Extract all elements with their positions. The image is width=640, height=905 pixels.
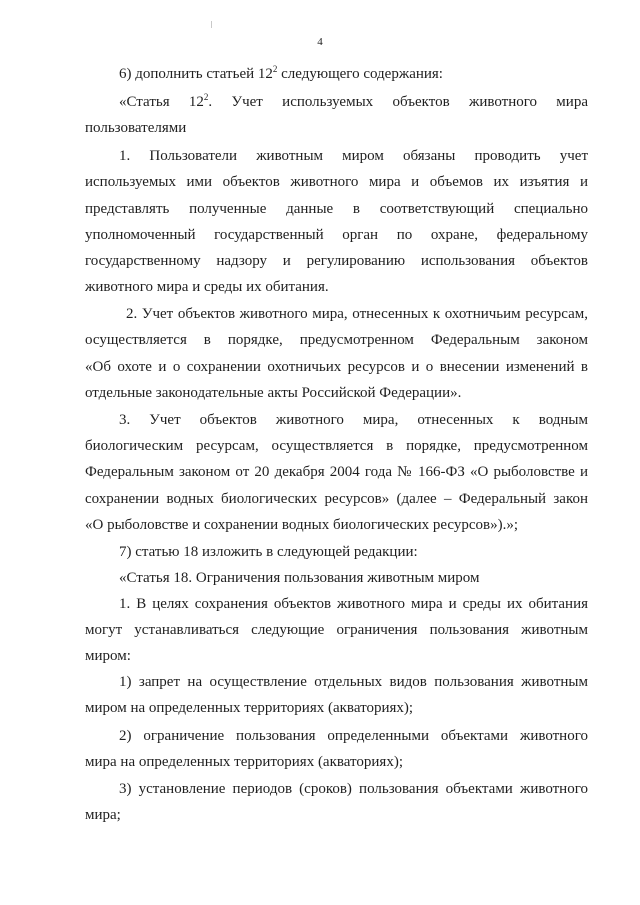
- article-18-sub3-line: 3) установление периодов (сроков) пользования объектами животного: [119, 781, 588, 797]
- item-6-text-end: следующего содержания:: [277, 66, 443, 82]
- article-12-2-p3-line: сохранении водных биологических ресурсов» (далее – Федеральный закон: [85, 491, 588, 507]
- article-12-2-heading-line: [119, 93, 588, 111]
- article-18-p1-line: 1. В целях сохранения объектов животного мира и среды их обитания: [119, 596, 588, 612]
- article-12-2-heading-prefix: «Статья 12: [119, 94, 204, 110]
- item-6-superscript: 2: [272, 64, 278, 74]
- article-12-2-p2-line: осуществляется в порядке, предусмотренном Федеральным законом: [85, 332, 588, 348]
- article-18-sub2-line: мира на определенных территориях (акваториях);: [85, 754, 403, 770]
- article-12-2-heading-line-2: пользователями: [85, 120, 187, 136]
- article-18-heading: «Статья 18. Ограничения пользования животным миром: [119, 570, 480, 586]
- article-12-2-p3-line: Федеральным законом от 20 декабря 2004 года № 166-ФЗ «О рыболовстве и: [85, 464, 588, 480]
- article-12-2-p1-line: используемых ими объектов животного мира и объемов их изъятия и: [85, 174, 588, 190]
- article-12-2-p1-line: 1. Пользователи животным миром обязаны проводить учет: [119, 148, 588, 164]
- article-12-2-p3-line: 3. Учет объектов животного мира, отнесенных к водным: [119, 412, 588, 428]
- article-12-2-p2-line: 2. Учет объектов животного мира, отнесенных к охотничьим ресурсам,: [126, 306, 588, 322]
- article-12-2-p2-line: «Об охоте и о сохранении охотничьих ресурсов и о внесении изменений в: [85, 359, 588, 375]
- article-18-p1-line: миром:: [85, 648, 131, 664]
- item-6-text: 6) дополнить статьей 12: [119, 66, 273, 82]
- item-7-line: 7) статью 18 изложить в следующей редакции:: [119, 544, 418, 560]
- article-12-2-p1-line: уполномоченный государственный орган по охране, федеральному: [85, 227, 588, 243]
- article-18-sub2-line: 2) ограничение пользования определенными объектами животного: [119, 728, 588, 744]
- article-12-2-heading-title: . Учет используемых объектов животного мира: [208, 94, 588, 110]
- article-12-2-p1-line: представлять полученные данные в соответствующий специально: [85, 201, 588, 217]
- article-18-sub1-line: 1) запрет на осуществление отдельных видов пользования животным: [119, 674, 588, 690]
- article-12-2-p1-line: животного мира и среды их обитания.: [85, 279, 329, 295]
- item-6-line: [119, 65, 588, 83]
- scan-artifact-mark: [211, 21, 212, 28]
- article-12-2-heading-number: [119, 94, 588, 110]
- page-number: 4: [317, 36, 323, 48]
- article-18-sub3-line: мира;: [85, 807, 121, 823]
- article-12-2-p3-line: «О рыболовстве и сохранении водных биологических ресурсов»).»;: [85, 517, 519, 533]
- article-18-p1-line: могут устанавливаться следующие ограничения пользования животным: [85, 622, 588, 638]
- article-12-2-p2-line: отдельные законодательные акты Российской Федерации».: [85, 385, 462, 401]
- article-18-sub1-line: миром на определенных территориях (акваториях);: [85, 700, 414, 716]
- article-12-2-heading-superscript: 2: [203, 92, 209, 102]
- article-12-2-p3-line: биологическим ресурсам, осуществляется в порядке, предусмотренном: [85, 438, 588, 454]
- article-12-2-p1-line: государственному надзору и регулированию использования объектов: [85, 253, 588, 269]
